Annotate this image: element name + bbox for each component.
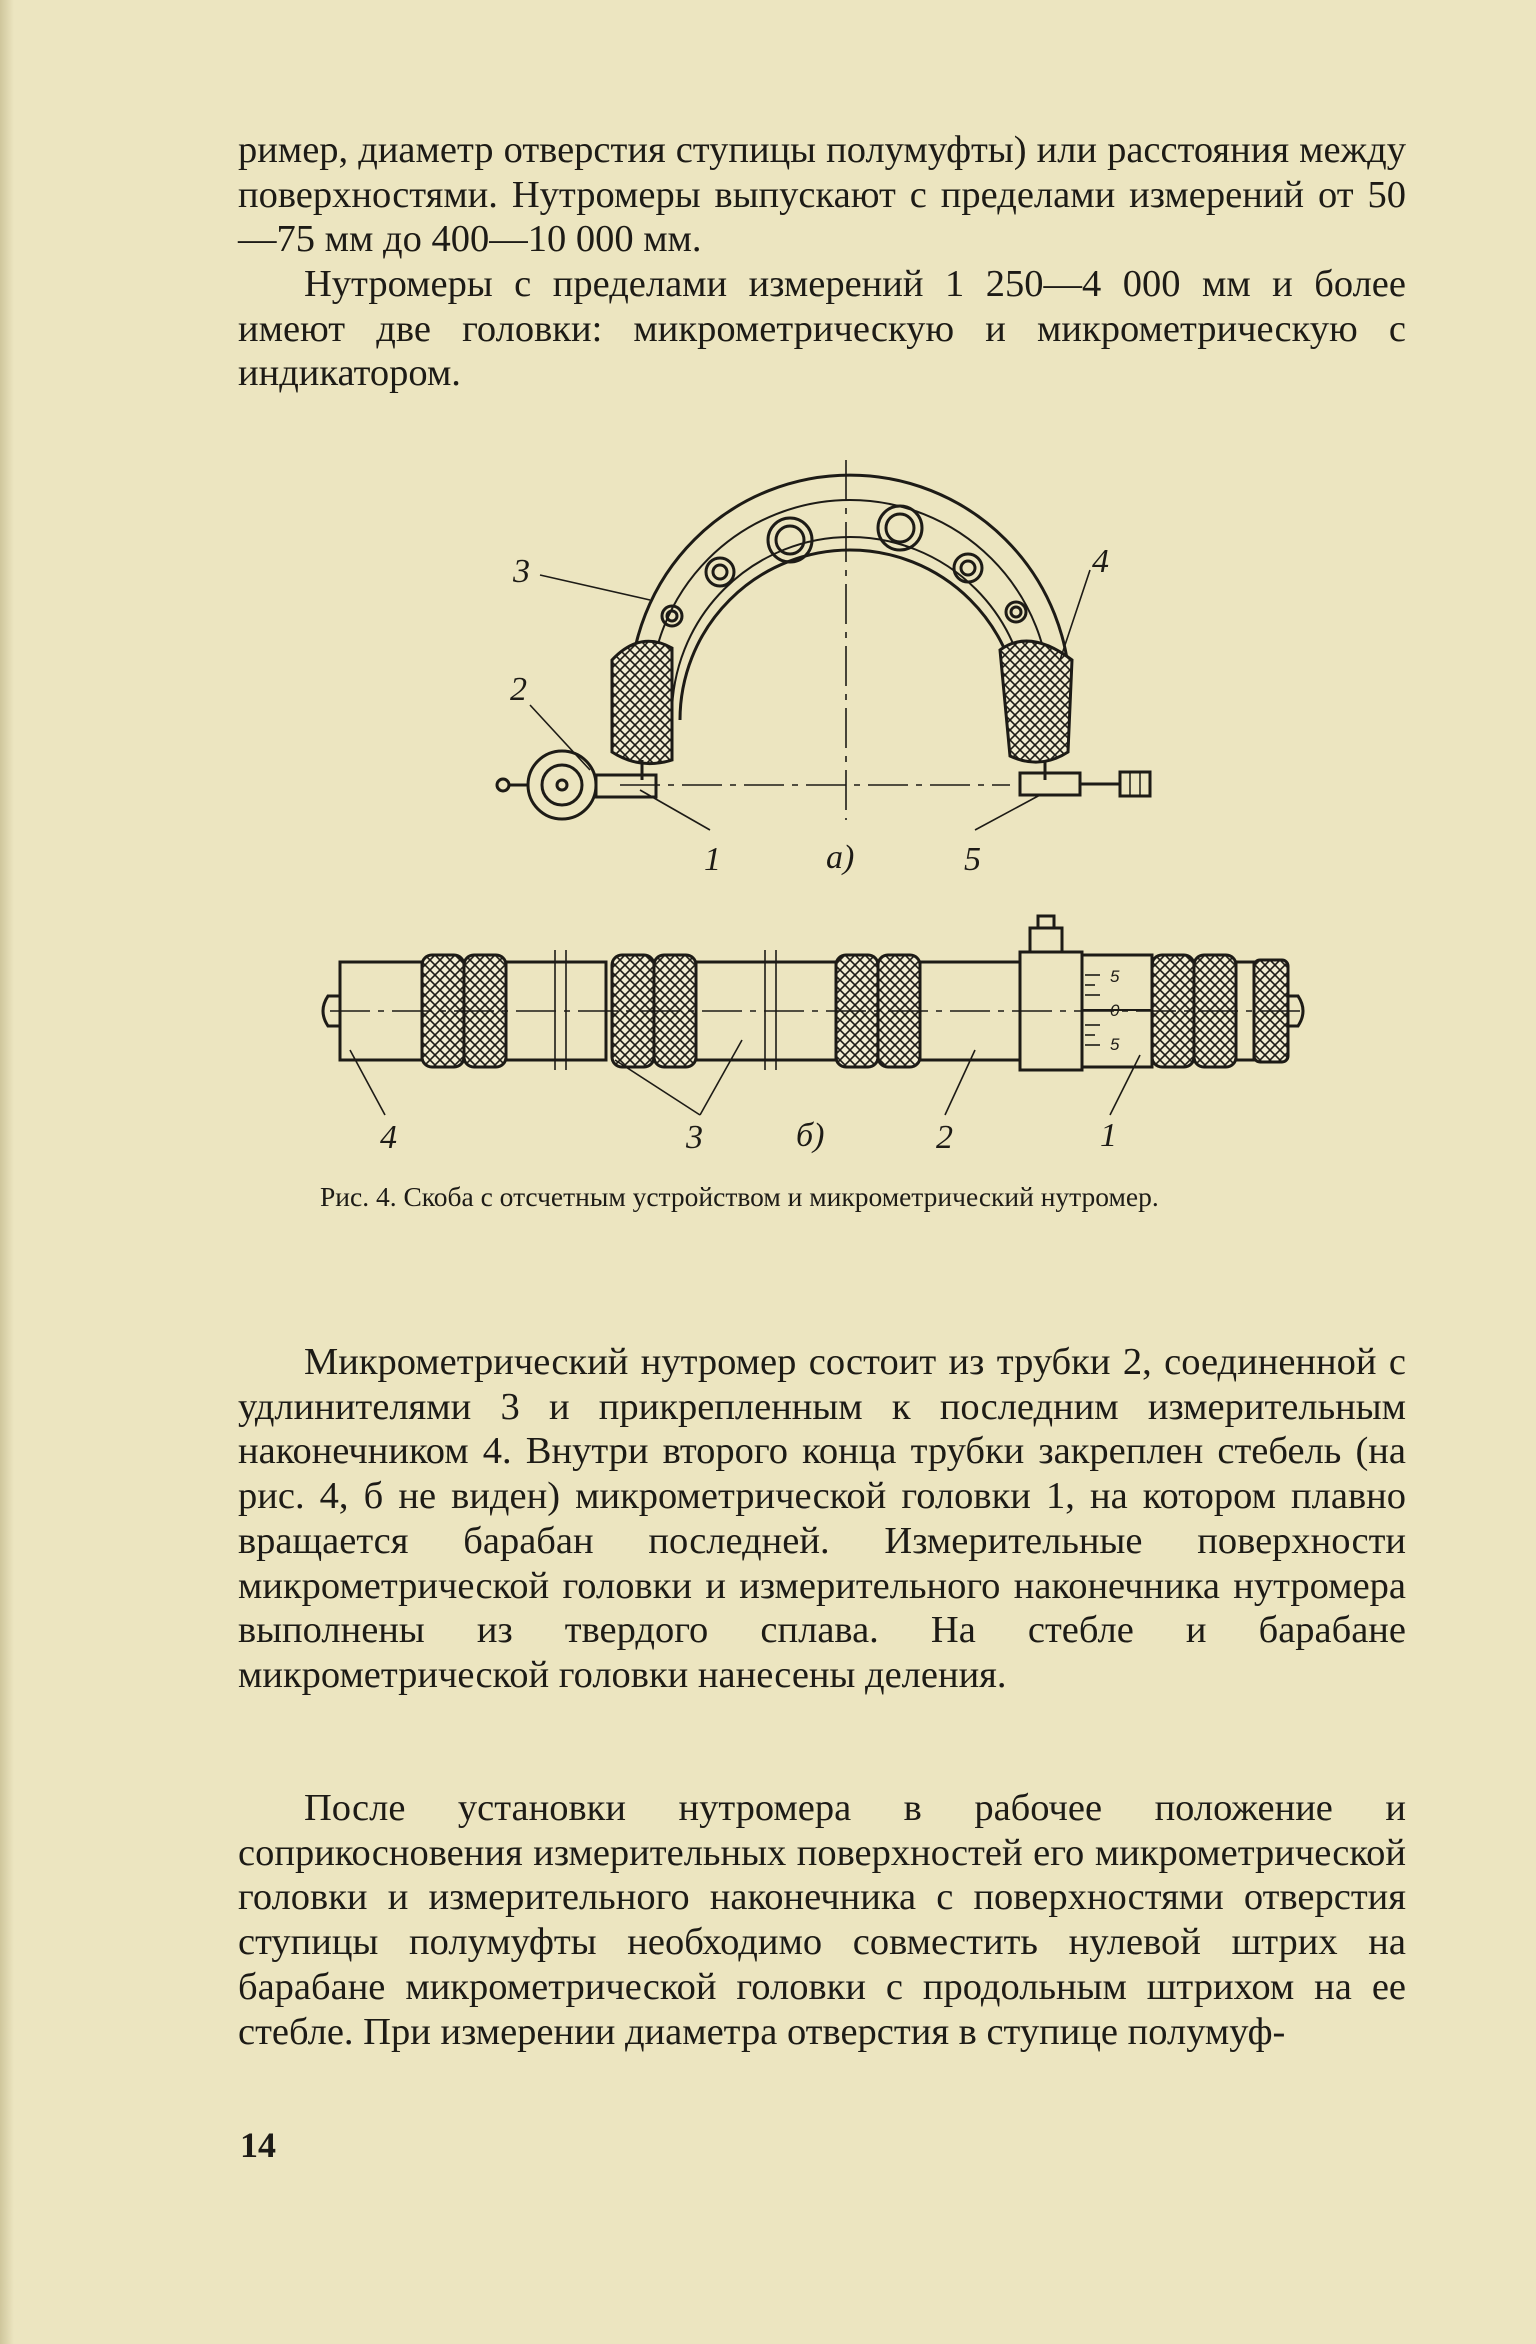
paragraph-3: Микрометрический нутромер состоит из трубки 2, соединенной с удлинителями 3 и прикрепленным к последним измерительным наконечником 4. Внутри второго конца трубки закреплен стебель (на рис. 4, б не виден) микрометрической головки 1, на котором плавно вращается барабан последней. Измерительные поверхности микрометрической головки и измерительного наконечника нутромера выполнены из твердого сплава. На стебле и барабане микрометрической головки нанесены деления. — [238, 1341, 1406, 1696]
sublabel-b: б) — [796, 1117, 825, 1154]
callout-a-2: 2 — [510, 671, 527, 708]
scale-mark-zero: 0 — [1110, 1001, 1120, 1020]
callout-b-1: 1 — [1100, 1117, 1117, 1154]
callout-a-3: 3 — [513, 553, 530, 590]
figure-caption: Рис. 4. Скоба с отсчетным устройством и микрометрический нутромер. — [320, 1181, 1159, 1212]
page-number: 14 — [240, 2125, 276, 2165]
bow-gauge-drawing — [497, 460, 1150, 830]
callout-a-4: 4 — [1092, 543, 1109, 580]
paragraph-1: ример, диаметр отверстия ступицы полумуфты) или расстояния между поверхностями. Нутромеры выпускают с пределами измерений от 50—75 мм до 400—10 000 мм. — [238, 129, 1406, 261]
scale-mark-top: 5 — [1110, 967, 1120, 986]
callout-a-5: 5 — [964, 841, 981, 878]
callout-a-1: 1 — [704, 841, 721, 878]
paragraph-2: Нутромеры с пределами измерений 1 250—4 000 мм и более имеют две головки: микрометрическую и микрометрическую с индикатором. — [238, 263, 1406, 395]
callout-b-2: 2 — [936, 1119, 953, 1156]
scale-mark-bottom: 5 — [1110, 1035, 1120, 1054]
callout-b-4: 4 — [380, 1119, 397, 1156]
paragraph-4: После установки нутромера в рабочее положение и соприкосновения измерительных поверхностей его микрометрической головки и измерительного наконечника с поверхностями отверстия ступицы полумуфты необходимо совместить нулевой штрих на барабане микрометрической головки с продольным штрихом на ее стебле. При измерении диаметра отверстия в ступице полумуф- — [238, 1787, 1406, 2053]
callout-b-3: 3 — [686, 1119, 703, 1156]
micrometer-drawing — [323, 916, 1303, 1115]
sublabel-a: а) — [826, 839, 855, 876]
